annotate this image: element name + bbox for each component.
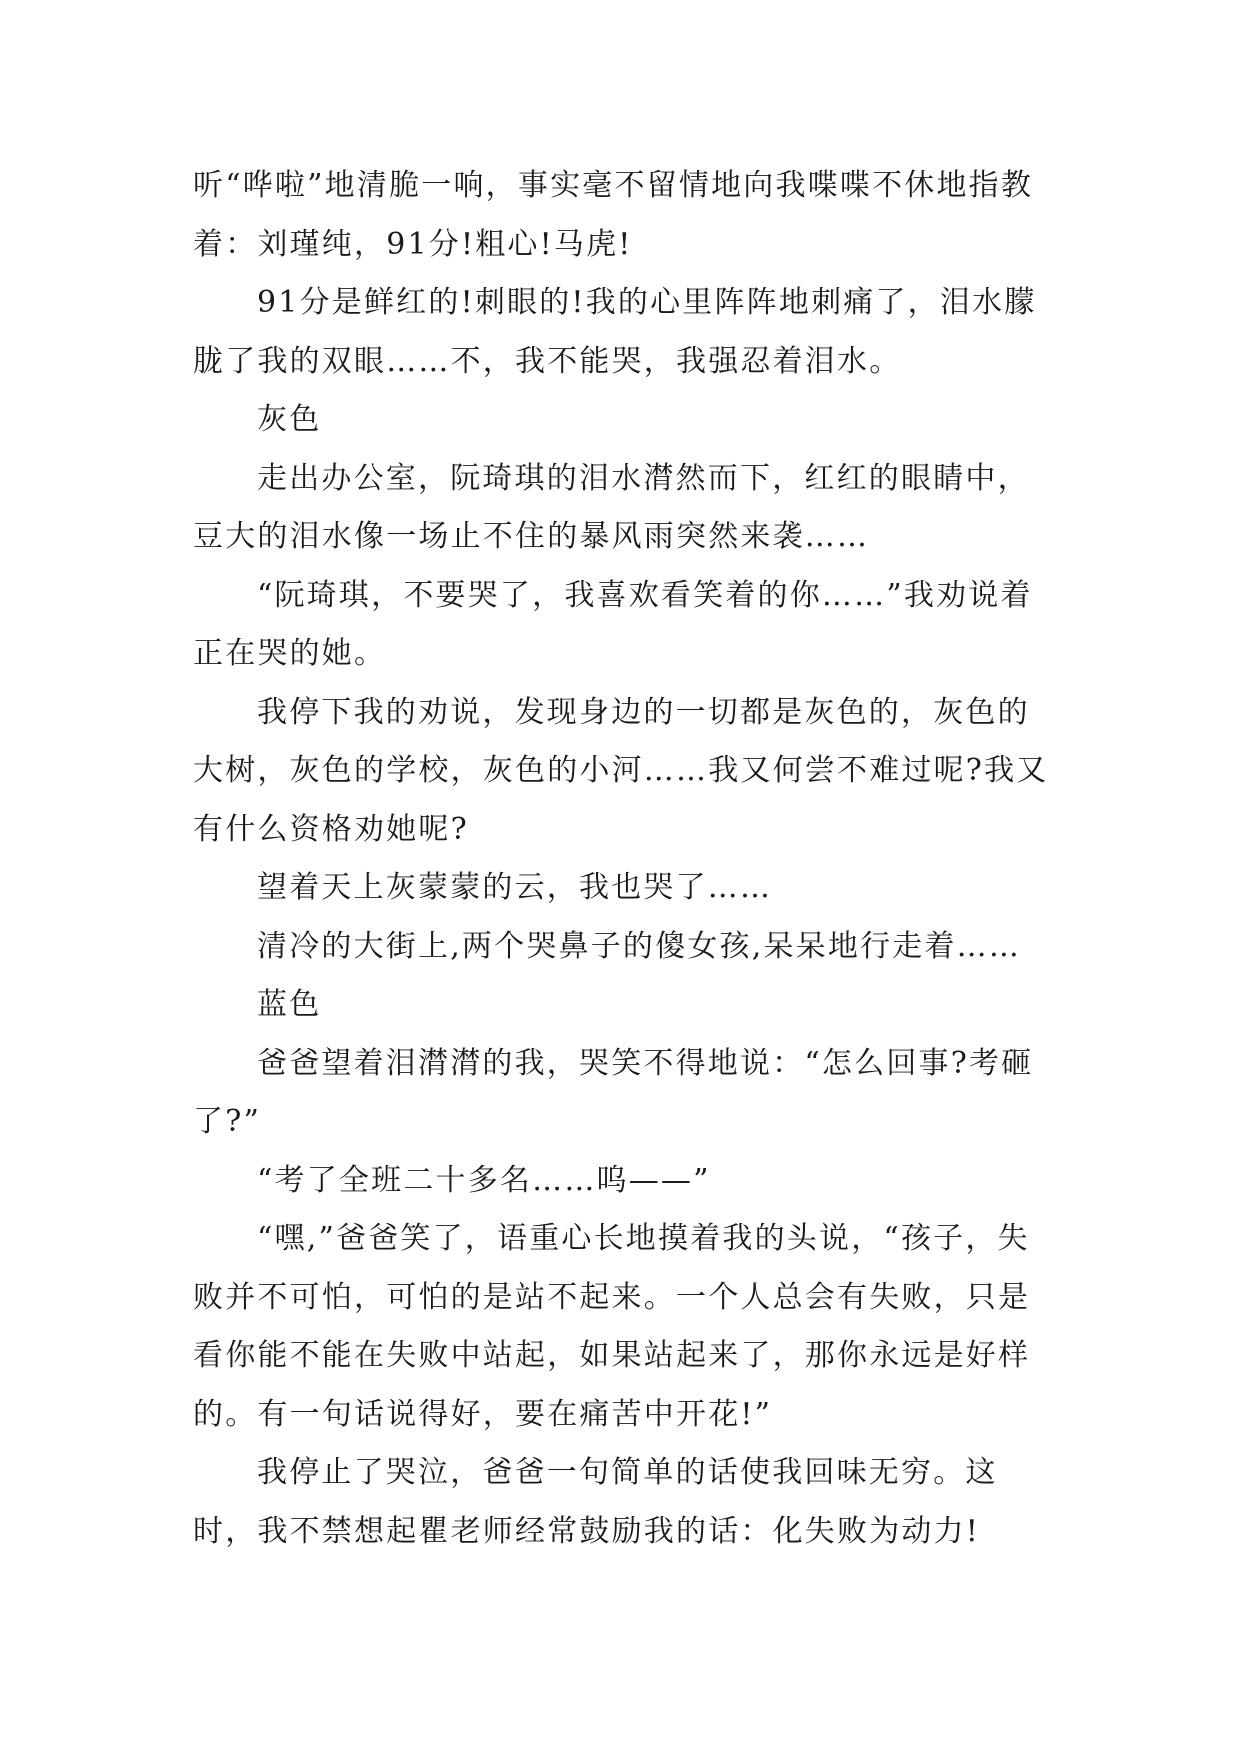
paragraph: “考了全班二十多名……呜——”: [257, 1162, 711, 1198]
paragraph: 爸爸望着泪潸潸的我，哭笑不得地说：“怎么回事?考砸了?”: [193, 1045, 1034, 1139]
paragraph: “嘿,”爸爸笑了，语重心长地摸着我的头说，“孩子，失败并不可怕，可怕的是站不起来。一个人总会有失败，只是看你能不能在失败中站起，如果站起来了，那你永远是好样的。有一句话说得好，要在痛苦中开花!”: [193, 1221, 1031, 1432]
section-heading-blue: 蓝色: [257, 987, 322, 1022]
paragraph: “阮琦琪，不要哭了，我喜欢看笑着的你……”我劝说着正在哭的她。: [193, 577, 1033, 671]
section-heading-gray: 灰色: [257, 402, 322, 437]
paragraph: 望着天上灰蒙蒙的云，我也哭了……: [257, 870, 773, 905]
paragraph: 91分是鲜红的!刺眼的!我的心里阵阵地刺痛了，泪水朦胧了我的双眼……不，我不能哭，我强忍着泪水。: [193, 285, 1037, 379]
paragraph-continuation: 听“哗啦”地清脆一响，事实毫不留情地向我喋喋不休地指教着：刘瑾纯，91分!粗心!马虎!: [193, 168, 1034, 262]
paragraph: 我停下我的劝说，发现身边的一切都是灰色的，灰色的大树，灰色的学校，灰色的小河……我又何尝不难过呢?我又有什么资格劝她呢?: [193, 694, 1049, 847]
paragraph: 清冷的大街上,两个哭鼻子的傻女孩,呆呆地行走着……: [257, 928, 1022, 964]
document-body: [193, 157, 1053, 1561]
paragraph: 走出办公室，阮琦琪的泪水潸然而下，红红的眼睛中，豆大的泪水像一场止不住的暴风雨突然来袭……: [193, 460, 1030, 554]
paragraph: 我停止了哭泣，爸爸一句简单的话使我回味无穷。这时，我不禁想起瞿老师经常鼓励我的话：化失败为动力!: [193, 1455, 998, 1549]
